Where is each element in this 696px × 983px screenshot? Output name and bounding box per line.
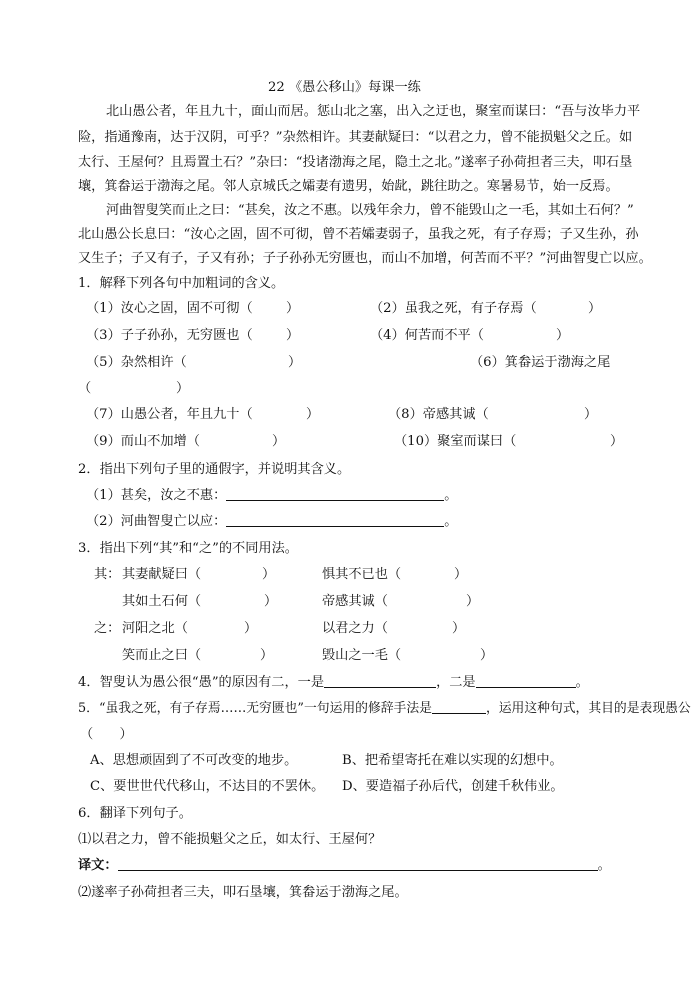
q2-item-end: 。 (444, 488, 458, 503)
q1-item-text: （8）帝感其诚（ (388, 407, 489, 422)
option-b[interactable]: B、把希望寄托在难以实现的幻想中。 (342, 753, 563, 768)
q1-item (86, 327, 253, 345)
q5-stem (78, 700, 691, 718)
q4-mid: ，二是 (436, 675, 476, 690)
q1-answer-close[interactable]: ） (272, 434, 286, 449)
q4-prefix: 4．智叟认为愚公很“愚”的原因有二，一是 (78, 675, 325, 690)
question-title: 1．解释下列各句中加粗词的含义。 (78, 276, 285, 291)
q3-answer-close[interactable]: ） (480, 648, 494, 663)
worksheet-title: 22 《愚公移山》每课一练 (268, 80, 421, 95)
q1-item (388, 406, 489, 424)
q1-item-text: （2）虽我之死，有子存焉（ (370, 301, 537, 316)
answer-blank[interactable] (432, 700, 486, 714)
q2-item (86, 513, 457, 531)
q1-item-text: （3）子子孙孙，无穷匮也（ (86, 328, 253, 343)
q1-item (370, 327, 484, 345)
question-title: 2．指出下列句子里的通假字，并说明其含义。 (78, 462, 351, 477)
q1-answer-close[interactable]: ） (306, 407, 320, 422)
passage-line: 太行、王屋何？且焉置土石？”杂曰：“投诸渤海之尾，隐土之北。”遂率子孙荷担者三夫，叩石垦 (78, 155, 633, 170)
q1-item-text: （4）何苦而不平（ (370, 328, 484, 343)
option-d[interactable]: D、要造福子孙后代，创建千秋伟业。 (342, 779, 564, 794)
q1-item (370, 300, 537, 318)
passage-line: 又生子；子又有子，子又有孙；子子孙孙无穷匮也，而山不加增，何苦而不平？”河曲智叟亡以应。 (78, 251, 652, 266)
q1-item-text: （1）汝心之固，固不可彻（ (86, 301, 253, 316)
q1-answer-close[interactable]: ） (286, 301, 300, 316)
q5-answer-paren[interactable]: （ ） (80, 727, 133, 742)
passage-line: 北山愚公长息曰：“汝心之固，固不可彻，曾不若孀妻弱子，虽我之死，有子存焉；子又生孙，孙 (78, 227, 639, 242)
q6-end: 。 (597, 858, 611, 873)
q1-item-text: （9）而山不加增（ (86, 434, 200, 449)
q2-item-end: 。 (444, 514, 458, 529)
q3-answer-close[interactable]: ） (466, 594, 480, 609)
q3-item: 河阳之北（ (122, 621, 188, 636)
q3-item: 毁山之一毛（ (322, 648, 402, 663)
answer-blank[interactable] (226, 513, 444, 527)
answer-blank[interactable] (324, 674, 436, 688)
q3-item: 以君之力（ (322, 621, 388, 636)
q1-item (86, 433, 200, 451)
q1-item-text: （7）山愚公者，年且九十（ (86, 407, 253, 422)
translation-blank[interactable] (118, 857, 598, 871)
zhi-label: 之： (94, 621, 121, 636)
q3-item: 笑而止之曰（ (122, 648, 202, 663)
passage-line: 险，指通豫南，达于汉阴，可乎？”杂然相许。其妻献疑曰：“以君之力，曾不能损魁父之丘。如 (78, 130, 633, 145)
q3-item: 惧其不已也（ (322, 567, 402, 582)
q1-answer-open: （ (78, 381, 92, 396)
q3-answer-close[interactable]: ） (264, 594, 278, 609)
question-title: 3．指出下列“其”和“之”的不同用法。 (78, 541, 298, 556)
q1-item (86, 406, 253, 424)
passage-line: 河曲智叟笑而止之曰：“甚矣，汝之不惠。以残年余力，曾不能毁山之一毛，其如土石何？” (106, 203, 634, 218)
q1-answer-close[interactable]: ） (286, 328, 300, 343)
passage-line: 北山愚公者，年且九十，面山而居。惩山北之塞，出入之迂也，聚室而谋曰：“吾与汝毕力平 (106, 104, 641, 119)
q2-item-text: （1）甚矣，汝之不惠： (86, 488, 227, 503)
option-a[interactable]: A、思想顽固到了不可改变的地步。 (90, 753, 298, 768)
q4-end: 。 (575, 675, 589, 690)
q6-sentence-2: ⑵遂率子孙荷担者三夫，叩石垦壤，箕畚运于渤海之尾。 (78, 885, 408, 900)
q1-answer-close[interactable]: ） (588, 301, 602, 316)
q1-answer-close[interactable]: ） (584, 407, 598, 422)
q1-answer-close[interactable]: ） (556, 328, 570, 343)
qi-label: 其： (94, 567, 121, 582)
q1-answer-close[interactable]: ） (610, 434, 624, 449)
q1-answer-close[interactable]: ） (176, 381, 190, 396)
question-4 (78, 674, 589, 692)
q3-answer-close[interactable]: ） (454, 567, 468, 582)
q3-item: 其如土石何（ (122, 594, 202, 609)
q1-item (394, 433, 516, 451)
q2-item (86, 487, 457, 505)
q3-item: 帝感其诚（ (322, 594, 388, 609)
q6-translation (78, 857, 611, 875)
q1-item (86, 300, 253, 318)
q1-item (86, 354, 187, 372)
translation-label: 译文： (78, 858, 118, 873)
answer-blank[interactable] (226, 487, 444, 501)
q3-answer-close[interactable]: ） (262, 567, 276, 582)
answer-blank[interactable] (476, 674, 576, 688)
q3-answer-close[interactable]: ） (452, 621, 466, 636)
option-c[interactable]: C、要世世代代移山，不达目的不罢休。 (90, 779, 325, 794)
passage-line: 壤，箕畚运于渤海之尾。邻人京城氏之孀妻有遗男，始龀，跳往助之。寒暑易节，始一反焉。 (78, 179, 619, 194)
q1-answer-close[interactable]: ） (288, 355, 302, 370)
q1-item-text: （10）聚室而谋曰（ (394, 434, 517, 449)
q6-sentence-1: ⑴以君之力，曾不能损魁父之丘，如太行、王屋何？ (78, 832, 382, 847)
q1-item-text: （6）箕畚运于渤海之尾 (470, 355, 611, 370)
question-title: 6．翻译下列句子。 (78, 806, 192, 821)
q3-answer-close[interactable]: ） (260, 648, 274, 663)
q2-item-text: （2）河曲智叟亡以应： (86, 514, 227, 529)
q1-item (470, 354, 610, 372)
q5-prefix: 5．“虽我之死，有子存焉……无穷匮也”一句运用的修辞手法是 (78, 701, 432, 716)
q3-answer-close[interactable]: ） (244, 621, 258, 636)
q1-item-text: （5）杂然相许（ (86, 355, 187, 370)
q3-item: 其妻献疑曰（ (122, 567, 202, 582)
q5-mid: ，运用这种句式，其目的是表现愚公 (485, 701, 691, 716)
